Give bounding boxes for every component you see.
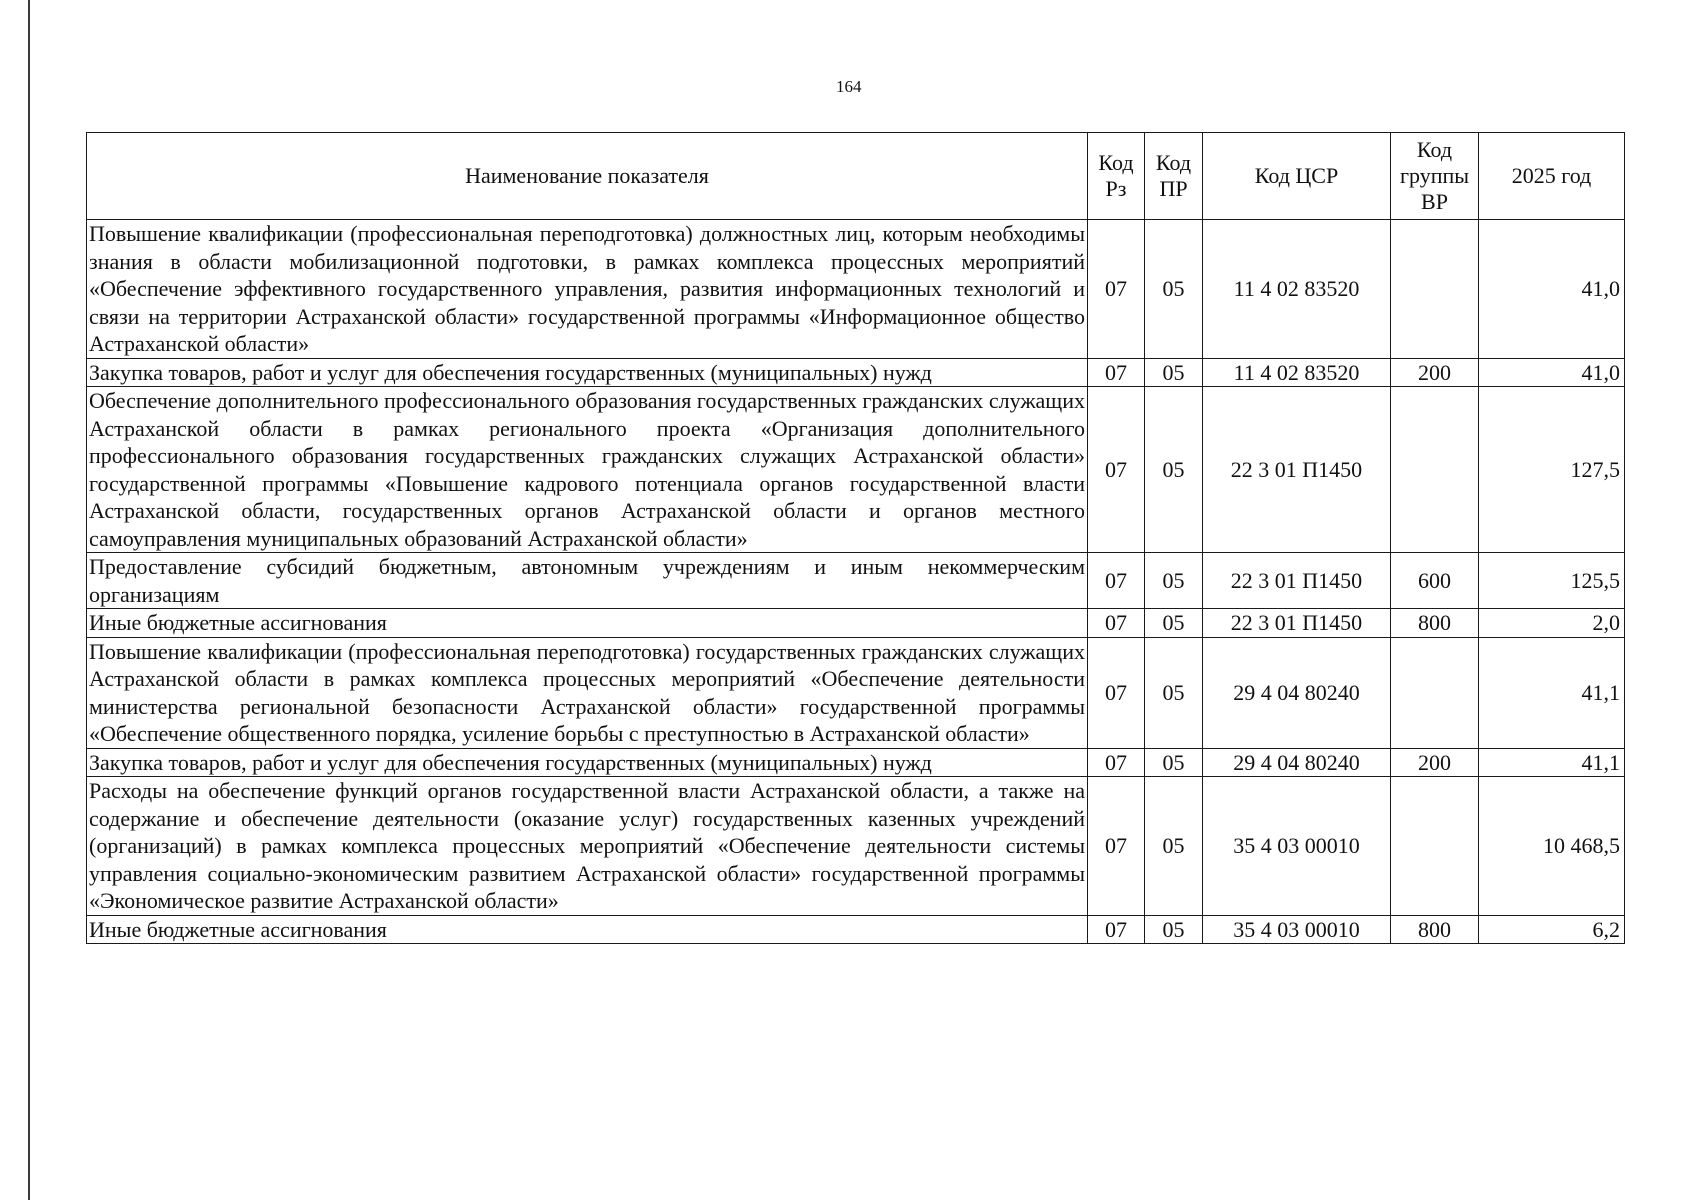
row-rz: 07 bbox=[1088, 220, 1145, 359]
row-pr: 05 bbox=[1145, 553, 1203, 609]
row-csr: 11 4 02 83520 bbox=[1203, 220, 1391, 359]
row-vr: 800 bbox=[1391, 915, 1479, 944]
row-name: Закупка товаров, работ и услуг для обеспечения государственных (муниципальных) нужд bbox=[87, 358, 1088, 387]
row-pr: 05 bbox=[1145, 358, 1203, 387]
row-pr: 05 bbox=[1145, 777, 1203, 916]
row-amount: 41,0 bbox=[1479, 358, 1625, 387]
row-name: Иные бюджетные ассигнования bbox=[87, 609, 1088, 638]
row-pr: 05 bbox=[1145, 915, 1203, 944]
table-row bbox=[87, 637, 1625, 748]
header-amount: 2025 год bbox=[1479, 133, 1625, 220]
row-amount: 125,5 bbox=[1479, 553, 1625, 609]
row-rz: 07 bbox=[1088, 358, 1145, 387]
table-row bbox=[87, 777, 1625, 916]
row-csr: 11 4 02 83520 bbox=[1203, 358, 1391, 387]
budget-table bbox=[86, 132, 1625, 944]
row-csr: 35 4 03 00010 bbox=[1203, 915, 1391, 944]
budget-table-container bbox=[86, 132, 1624, 944]
row-name: Обеспечение дополнительного профессионального образования государственных гражданских служащих Астраханской области в рамках регионального проекта «Организация дополнительного профессионального образования государственных гражданских служащих Астраханской области» государственной программы «Повышение кадрового потенциала органов государственной власти Астраханской области, государственных органов Астраханской области и органов местного самоуправления муниципальных образований Астраханской области» bbox=[87, 387, 1088, 553]
row-rz: 07 bbox=[1088, 915, 1145, 944]
row-amount: 127,5 bbox=[1479, 387, 1625, 553]
table-row bbox=[87, 748, 1625, 777]
table-row bbox=[87, 553, 1625, 609]
row-vr bbox=[1391, 777, 1479, 916]
row-rz: 07 bbox=[1088, 609, 1145, 638]
row-pr: 05 bbox=[1145, 637, 1203, 748]
row-vr: 800 bbox=[1391, 609, 1479, 638]
header-name: Наименование показателя bbox=[87, 133, 1088, 220]
table-row bbox=[87, 387, 1625, 553]
table-row bbox=[87, 220, 1625, 359]
table-header-row bbox=[87, 133, 1625, 220]
row-amount: 41,1 bbox=[1479, 748, 1625, 777]
row-vr: 200 bbox=[1391, 748, 1479, 777]
table-row bbox=[87, 915, 1625, 944]
row-amount: 6,2 bbox=[1479, 915, 1625, 944]
row-name: Расходы на обеспечение функций органов государственной власти Астраханской области, а также на содержание и обеспечение деятельности (оказание услуг) государственных казенных учреждений (организаций) в рамках комплекса процессных мероприятий «Обеспечение деятельности системы управления социально-экономическим развитием Астраханской области» государственной программы «Экономическое развитие Астраханской области» bbox=[87, 777, 1088, 916]
header-vr: Код группы ВР bbox=[1391, 133, 1479, 220]
row-pr: 05 bbox=[1145, 387, 1203, 553]
row-rz: 07 bbox=[1088, 748, 1145, 777]
row-rz: 07 bbox=[1088, 777, 1145, 916]
row-amount: 41,1 bbox=[1479, 637, 1625, 748]
row-rz: 07 bbox=[1088, 637, 1145, 748]
row-name: Предоставление субсидий бюджетным, автономным учреждениям и иным некоммерческим организациям bbox=[87, 553, 1088, 609]
row-name: Повышение квалификации (профессиональная переподготовка) государственных гражданских служащих Астраханской области в рамках комплекса процессных мероприятий «Обеспечение деятельности министерства региональной безопасности Астраханской области» государственной программы «Обеспечение общественного порядка, усиление борьбы с преступностью в Астраханской области» bbox=[87, 637, 1088, 748]
table-row bbox=[87, 609, 1625, 638]
row-vr bbox=[1391, 387, 1479, 553]
page-number: 164 bbox=[836, 77, 862, 96]
row-csr: 29 4 04 80240 bbox=[1203, 637, 1391, 748]
row-csr: 22 3 01 П1450 bbox=[1203, 387, 1391, 553]
row-vr bbox=[1391, 220, 1479, 359]
row-csr: 35 4 03 00010 bbox=[1203, 777, 1391, 916]
row-pr: 05 bbox=[1145, 748, 1203, 777]
row-pr: 05 bbox=[1145, 609, 1203, 638]
row-vr bbox=[1391, 637, 1479, 748]
row-name: Закупка товаров, работ и услуг для обеспечения государственных (муниципальных) нужд bbox=[87, 748, 1088, 777]
row-pr: 05 bbox=[1145, 220, 1203, 359]
header-csr: Код ЦСР bbox=[1203, 133, 1391, 220]
row-amount: 41,0 bbox=[1479, 220, 1625, 359]
row-name: Иные бюджетные ассигнования bbox=[87, 915, 1088, 944]
header-rz: Код Рз bbox=[1088, 133, 1145, 220]
row-name: Повышение квалификации (профессиональная переподготовка) должностных лиц, которым необходимы знания в области мобилизационной подготовки, в рамках комплекса процессных мероприятий «Обеспечение эффективного государственного управления, развития информационных технологий и связи на территории Астраханской области» государственной программы «Информационное общество Астраханской области» bbox=[87, 220, 1088, 359]
row-amount: 2,0 bbox=[1479, 609, 1625, 638]
table-row bbox=[87, 358, 1625, 387]
row-csr: 22 3 01 П1450 bbox=[1203, 553, 1391, 609]
row-vr: 200 bbox=[1391, 358, 1479, 387]
row-rz: 07 bbox=[1088, 387, 1145, 553]
row-amount: 10 468,5 bbox=[1479, 777, 1625, 916]
scan-left-edge-line bbox=[28, 0, 30, 1200]
row-vr: 600 bbox=[1391, 553, 1479, 609]
row-csr: 29 4 04 80240 bbox=[1203, 748, 1391, 777]
row-rz: 07 bbox=[1088, 553, 1145, 609]
row-csr: 22 3 01 П1450 bbox=[1203, 609, 1391, 638]
header-pr: Код ПР bbox=[1145, 133, 1203, 220]
